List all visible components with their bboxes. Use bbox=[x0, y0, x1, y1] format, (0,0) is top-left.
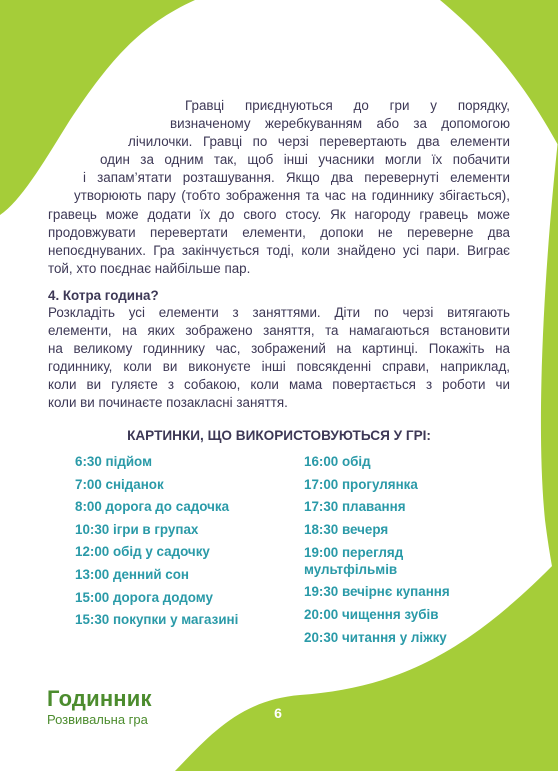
intro-line: утворюють пару (тобто зображення та час на годиннику збігається), bbox=[74, 188, 510, 204]
picture-item: 17:30 плавання bbox=[304, 499, 406, 515]
brand-subtitle: Розвивальна гра bbox=[47, 712, 148, 727]
intro-line: лічилочки. Гравці по черзі перевертають два елементи bbox=[128, 134, 510, 150]
picture-item: 13:00 денний сон bbox=[75, 566, 189, 582]
intro-line: гравець може додати їх до свого стосу. Як нагороду гравець може bbox=[48, 206, 510, 222]
picture-item: 20:30 читання у ліжку bbox=[304, 629, 447, 645]
section-line: елементи, на яких зображено заняття, та намагаються встановити bbox=[48, 323, 510, 339]
picture-item: 17:00 прогулянка bbox=[304, 476, 418, 492]
intro-line: той, хто поєднає найбільше пар. bbox=[48, 260, 251, 276]
picture-item: 19:30 вечірнє купання bbox=[304, 584, 450, 600]
section-line: коли ви гуляєте з собакою, коли мама повертається з роботи чи bbox=[48, 377, 510, 393]
section-line: на великому годиннику час, зображений на картинці. Покажіть на bbox=[48, 341, 510, 357]
pictures-title: КАРТИНКИ, ЩО ВИКОРИСТОВУЮТЬСЯ У ГРІ: bbox=[127, 428, 431, 443]
intro-line: Гравці приєднуються до гри у порядку, bbox=[185, 98, 510, 113]
picture-item: 6:30 підйом bbox=[75, 454, 152, 469]
intro-line: і запам’ятати розташування. Якщо два перевернуті елементи bbox=[83, 170, 510, 186]
intro-line: визначеному жеребкуванням або за допомогою bbox=[170, 116, 510, 132]
picture-item: 7:00 сніданок bbox=[75, 476, 164, 492]
brand-title: Годинник bbox=[47, 686, 152, 711]
intro-line: один за одним так, щоб інші учасники могли їх побачити bbox=[100, 152, 510, 168]
picture-item: 10:30 ігри в групах bbox=[75, 521, 199, 537]
right-side-green-wave bbox=[541, 140, 558, 600]
picture-item: 20:00 чищення зубів bbox=[304, 606, 439, 622]
picture-item: 12:00 обід у садочку bbox=[75, 544, 210, 560]
picture-item: 8:00 дорога до садочка bbox=[75, 499, 230, 515]
intro-line: непоєднуваних. Гра закінчується тоді, коли знайдено усі пари. Виграє bbox=[48, 242, 510, 258]
picture-item: 16:00 обід bbox=[304, 454, 371, 469]
section-line: годиннику, коли ви виконуєте інші повсякденні справи, наприклад, bbox=[48, 359, 510, 375]
section-line: Розкладіть усі елементи з заняттями. Діти по черзі витягають bbox=[48, 305, 510, 320]
picture-item: 19:00 перегляд мультфільмів bbox=[304, 545, 404, 578]
section-heading: 4. Котра година? bbox=[48, 288, 159, 303]
pictures-list-right bbox=[304, 451, 454, 649]
intro-paragraph bbox=[48, 97, 510, 278]
section-paragraph bbox=[48, 304, 510, 413]
section-line: коли ви починаєте позакласні заняття. bbox=[48, 395, 288, 411]
picture-item: 15:00 дорога додому bbox=[75, 589, 213, 605]
picture-item: 15:30 покупки у магазині bbox=[75, 612, 239, 628]
picture-item: 18:30 вечеря bbox=[304, 521, 389, 537]
intro-line: продовжувати перевертати елементи, допоки не переверне два bbox=[48, 224, 510, 240]
page-number: 6 bbox=[274, 705, 282, 721]
pictures-list-left bbox=[75, 451, 238, 632]
